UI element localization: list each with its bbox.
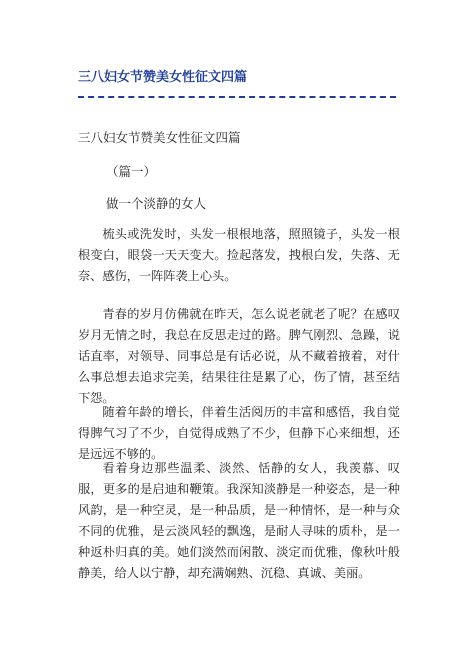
- piece-label: （篇一）: [106, 164, 157, 179]
- paragraph: 随着年龄的增长，伴着生活阅历的丰富和感悟，我自觉得脾气习了不少，自觉得成熟了不少，但静下心来细想，还是远远不够的。: [78, 405, 400, 461]
- paragraph: 梳头或洗发时，头发一根根地落，照照镜子，头发一根根变白，眼袋一天天变大。捡起落发，拽根白发，失落、无奈、感伤，一阵阵袭上心头。: [78, 227, 400, 283]
- paragraph: 看着身边那些温柔、淡然、恬静的女人，我羡慕、叹服，更多的是启迪和鞭策。我深知淡静是一种姿态，是一种风韵，是一种空灵，是一种品质，是一种情怀，是一种与众不同的优雅，是云淡风轻的飘逸，是耐人寻味的质朴，是一种返朴归真的美。她们淡然而闲散、淡定而优雅，像秋叶般静美，给人以宁静，却充满娴熟、沉稳、真诚、美丽。: [78, 461, 400, 580]
- heading-divider: [78, 96, 396, 98]
- essay-title: 做一个淡静的女人: [106, 196, 207, 211]
- paragraph: 青春的岁月仿佛就在昨天，怎么说老就老了呢？在感叹岁月无情之时，我总在反思走过的路。脾气刚烈、急躁，说话直率，对领导、同事总是有话必说，从不藏着掖着，对什么事总想去追求完美，结果往往是累了心，伤了情，甚至结下怨。: [78, 307, 400, 405]
- document-heading: 三八妇女节赞美女性征文四篇: [78, 70, 248, 85]
- document-subtitle: 三八妇女节赞美女性征文四篇: [78, 130, 241, 145]
